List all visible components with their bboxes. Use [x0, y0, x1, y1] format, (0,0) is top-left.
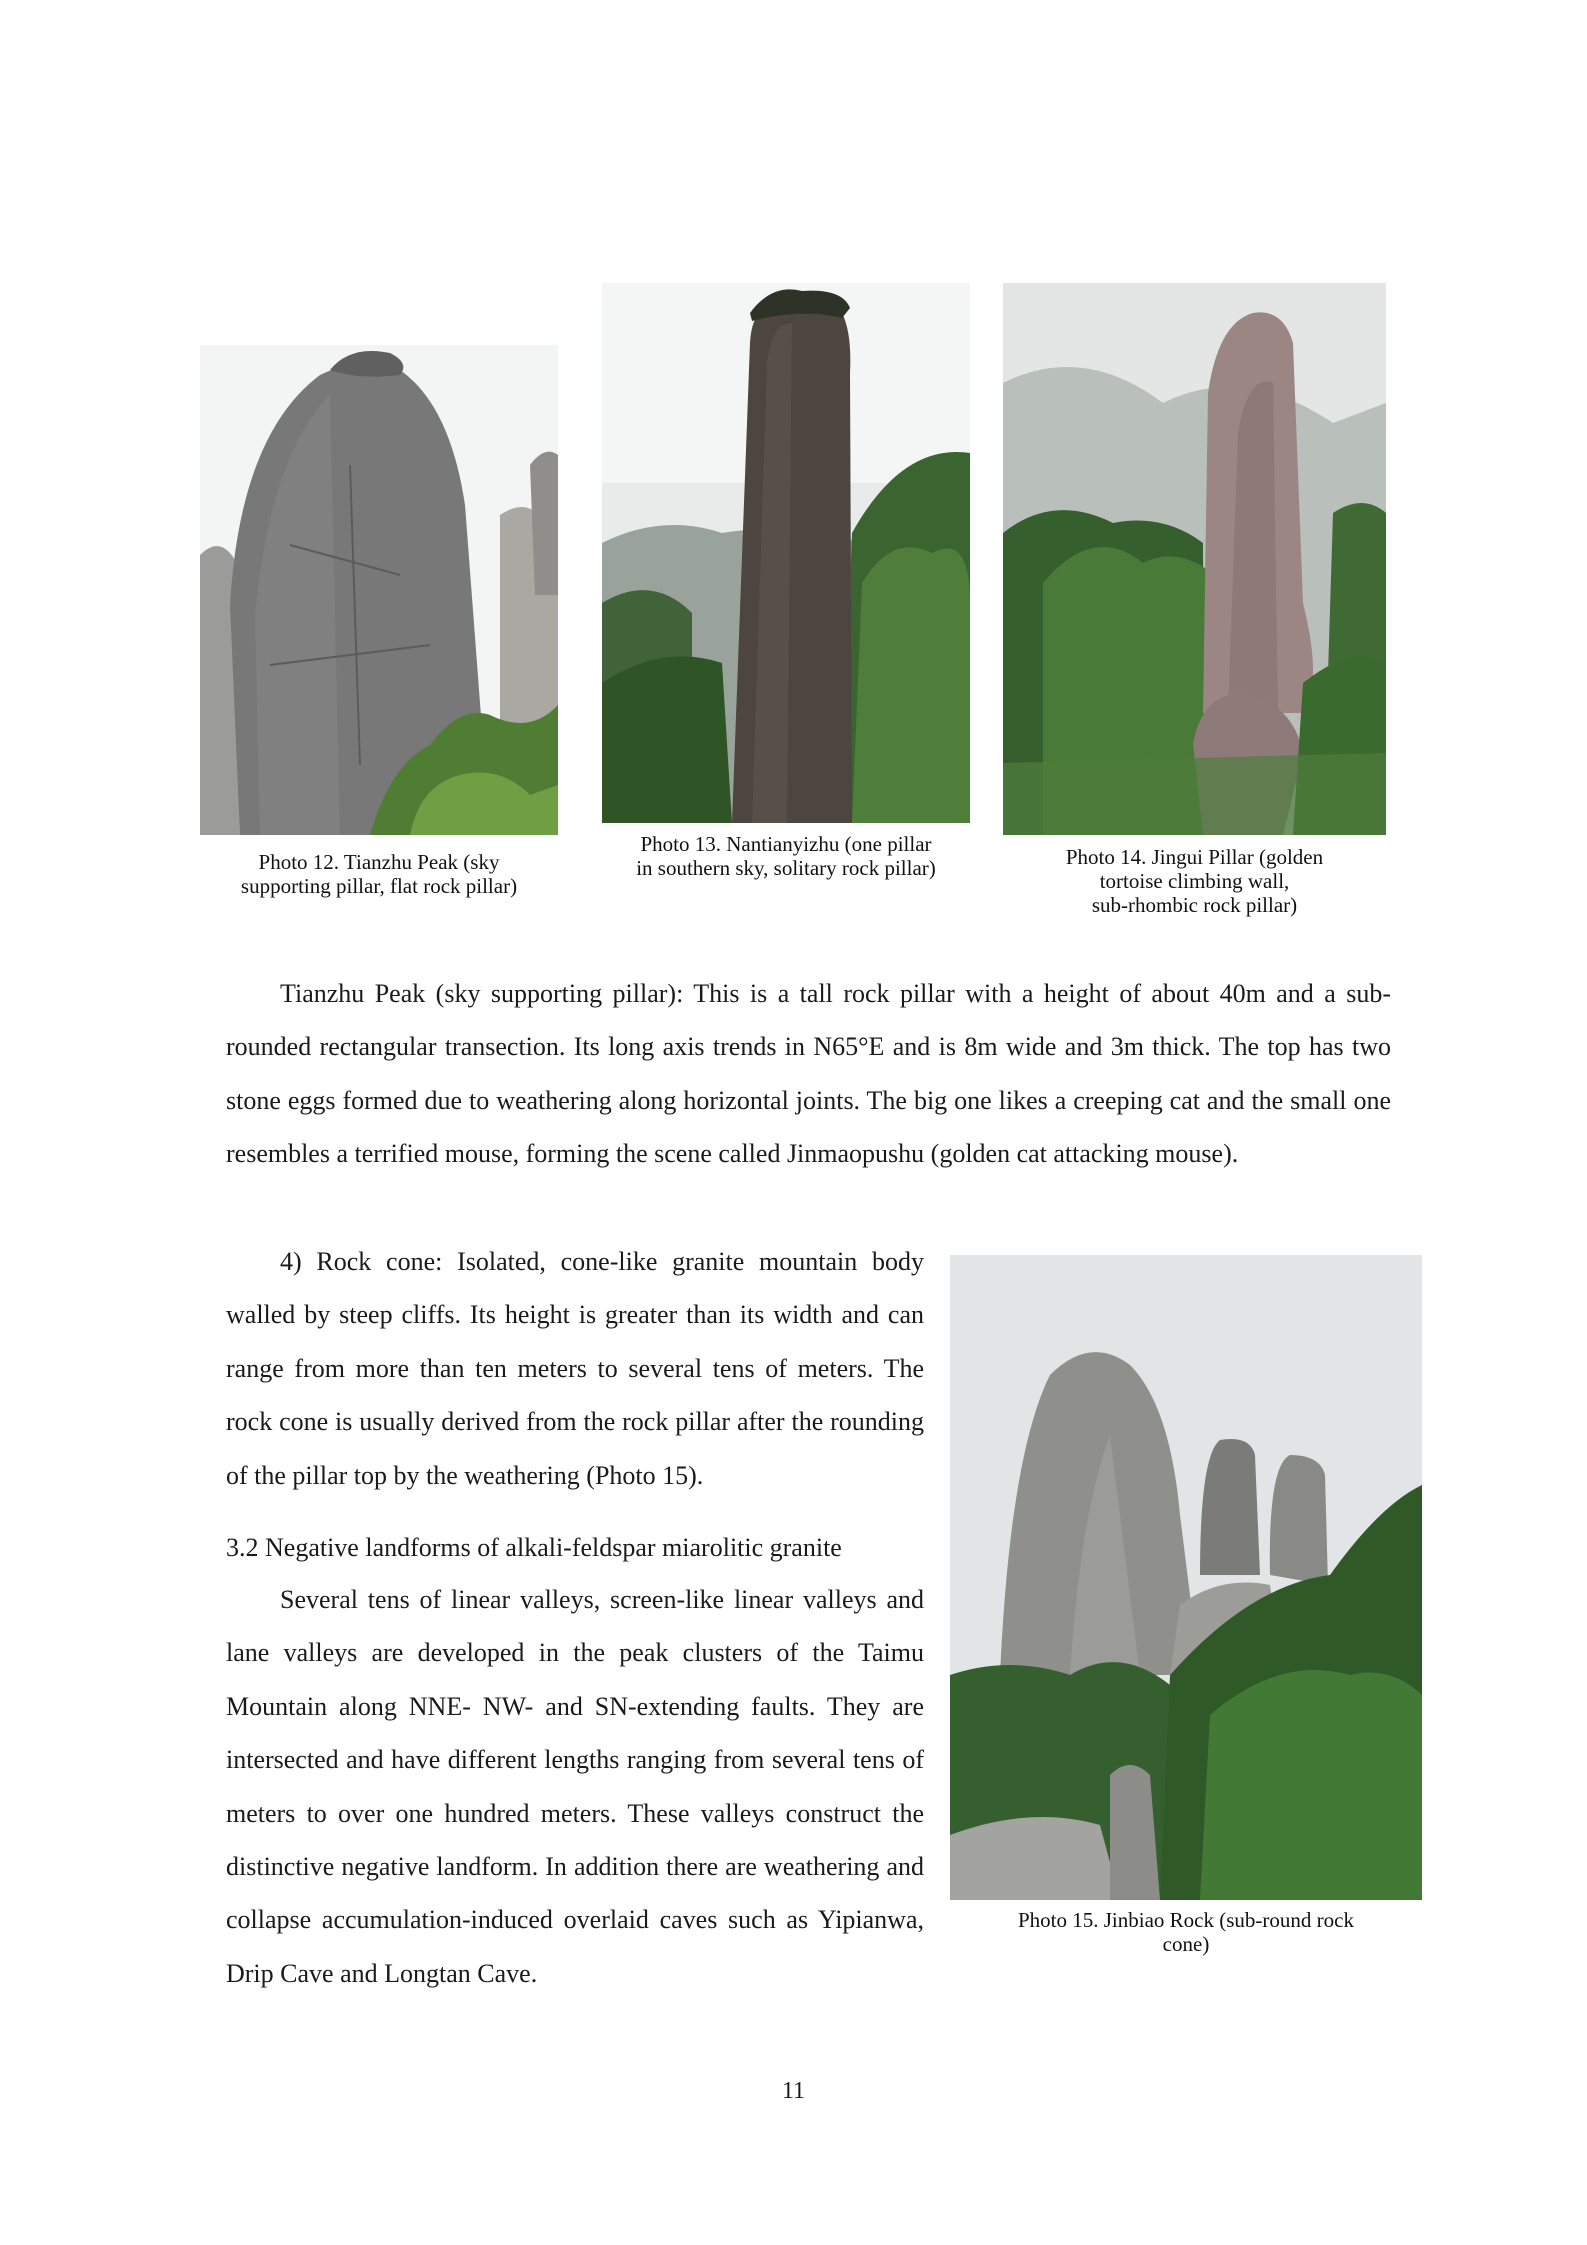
paragraph-rock-cone	[226, 1235, 924, 1502]
photo-14-jingui-pillar	[1003, 283, 1386, 835]
caption-line: Photo 15. Jinbiao Rock (sub-round rock	[1018, 1908, 1354, 1932]
section-heading: 3.2 Negative landforms of alkali-feldspar miarolitic granite	[226, 1533, 842, 1562]
caption-line: Photo 14. Jingui Pillar (golden	[1065, 845, 1324, 869]
caption-line: supporting pillar, flat rock pillar)	[240, 874, 518, 898]
caption-line: tortoise climbing wall,	[1099, 869, 1290, 893]
photo-15-jinbiao-rock	[950, 1255, 1422, 1900]
caption-line: sub-rhombic rock pillar)	[1091, 893, 1298, 917]
page-number: 11	[781, 2078, 806, 2104]
photo-14-caption	[1003, 845, 1386, 917]
paragraph-text: Tianzhu Peak (sky supporting pillar): This is a tall rock pillar with a height of about 40m and a sub-rounded rectangular transection. Its long axis trends in N65°E and is 8m wide and 3m thick. The top has two stone eggs formed due to weathering along horizontal joints. The big one likes a creeping cat and the small one resembles a terrified mouse, forming the scene called Jinmaopushu (golden cat attacking mouse).	[226, 979, 1391, 1169]
caption-line: Photo 12. Tianzhu Peak (sky	[258, 850, 500, 874]
photo-12-tianzhu-peak	[200, 345, 558, 835]
photo-13-nantianyizhu	[602, 283, 970, 823]
caption-line: in southern sky, solitary rock pillar)	[636, 856, 936, 880]
paragraph-tianzhu-peak	[226, 967, 1391, 1181]
paragraph-text: Several tens of linear valleys, screen-like linear valleys and lane valleys are developed in the peak clusters of the Taimu Mountain along NNE- NW- and SN-extending faults. They are intersected and have different lengths ranging from several tens of meters to over one hundred meters. These valleys construct the distinctive negative landform. In addition there are weathering and collapse accumulation-induced overlaid caves such as Yipianwa, Drip Cave and Longtan Cave.	[226, 1585, 924, 1988]
photo-15-caption	[950, 1908, 1422, 1956]
caption-line: cone)	[1162, 1932, 1210, 1956]
caption-line: Photo 13. Nantianyizhu (one pillar	[640, 832, 932, 856]
paragraph-negative-landforms	[226, 1573, 924, 2000]
photo-12-caption	[200, 850, 558, 898]
paragraph-text: 4) Rock cone: Isolated, cone-like granite mountain body walled by steep cliffs. Its height is greater than its width and can range from more than ten meters to several tens of meters. The rock cone is usually derived from the rock pillar after the rounding of the pillar top by the weathering (Photo 15).	[226, 1247, 924, 1490]
photo-13-caption	[590, 832, 982, 880]
